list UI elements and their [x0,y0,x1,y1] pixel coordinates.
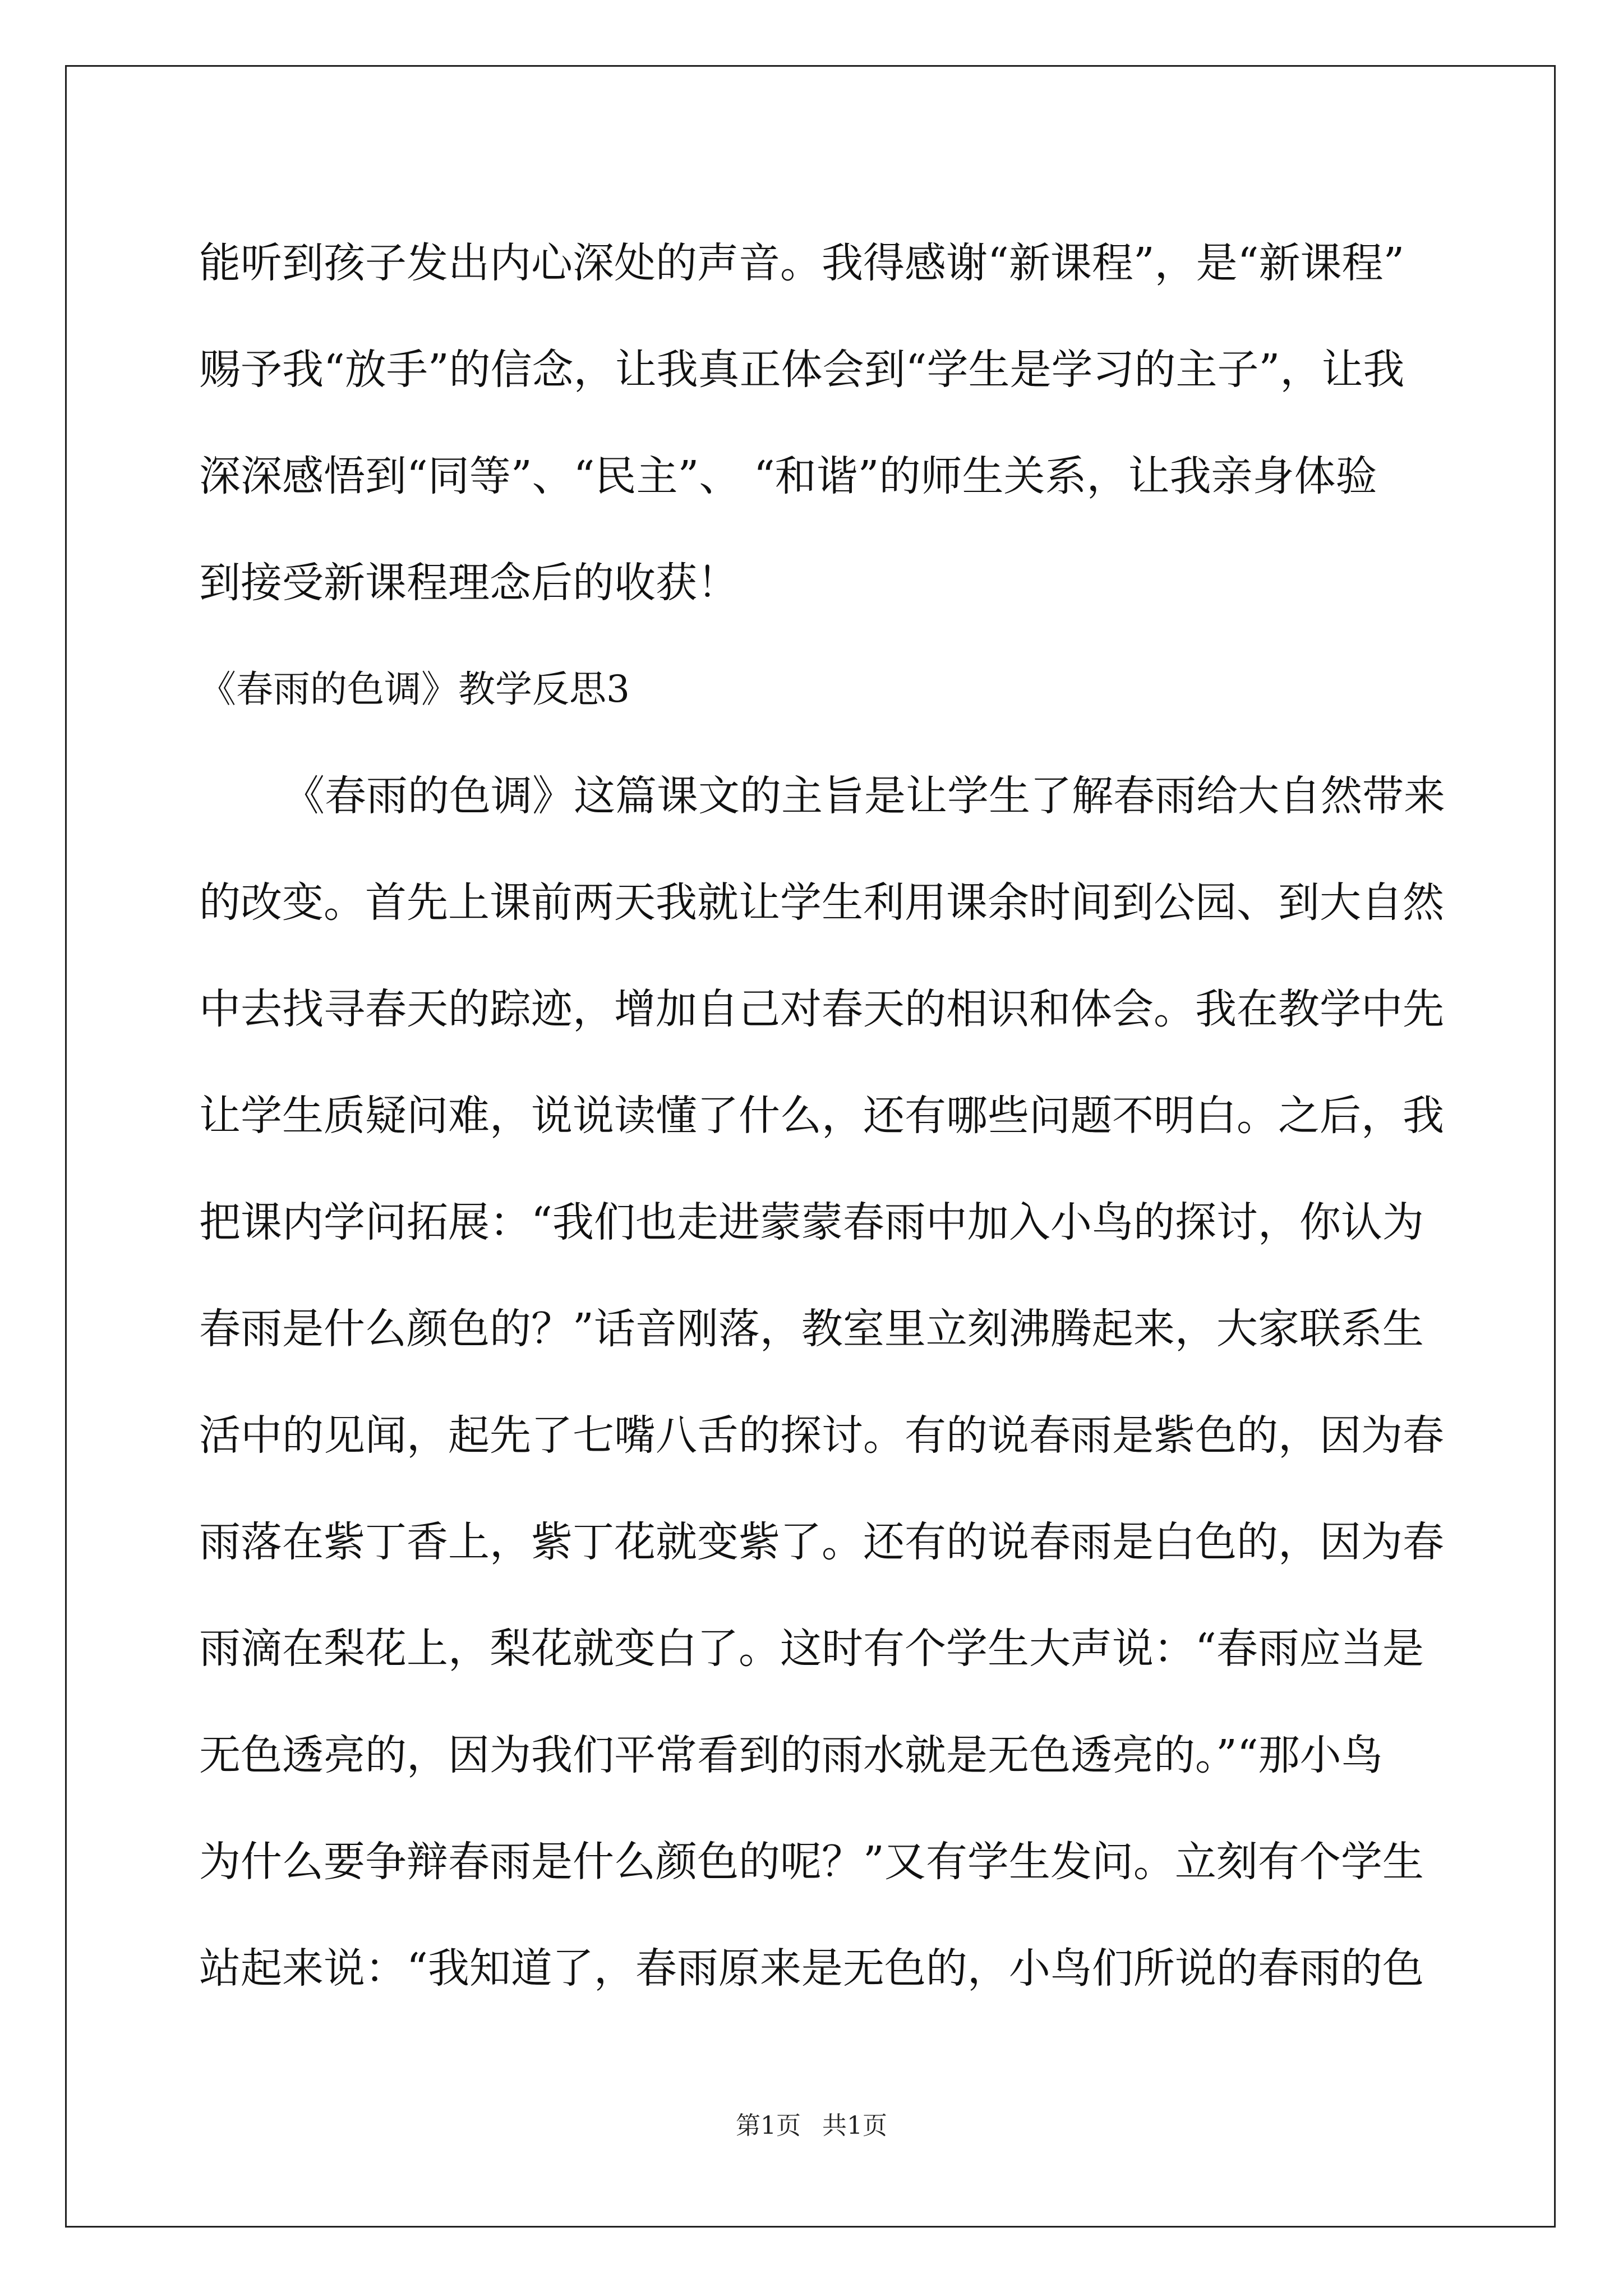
paragraph-line: 活中的见闻，起先了七嘴八舌的探讨。有的说春雨是紫色的，因为春 [199,1411,1444,1460]
section-title: 《春雨的色调》教学反思3 [199,668,630,711]
paragraph-line: 雨落在紫丁香上，紫丁花就变紫了。还有的说春雨是白色的，因为春 [199,1518,1444,1566]
paragraph-line: 春雨是什么颜色的？”话音刚落，教室里立刻沸腾起来，大家联系生 [199,1305,1424,1353]
paragraph-line: 站起来说：“我知道了，春雨原来是无色的，小鸟们所说的春雨的色 [199,1944,1424,1993]
paragraph-line: 雨滴在梨花上，梨花就变白了。这时有个学生大声说：“春雨应当是 [199,1625,1424,1673]
paragraph-line: 《春雨的色调》这篇课文的主旨是让学生了解春雨给大自然带来 [283,772,1445,820]
document-body [199,210,1445,2022]
paragraph-line: 把课内学问拓展：“我们也走进蒙蒙春雨中加入小鸟的探讨，你认为 [199,1198,1424,1246]
continuation-line: 深深感悟到“同等”、“民主”、 “和谐”的师生关系，让我亲身体验 [199,452,1377,500]
paragraph-line: 中去找寻春天的踪迹，增加自己对春天的相识和体会。我在教学中先 [199,985,1444,1033]
continuation-line: 到接受新课程理念后的收获！ [199,559,739,607]
page-number: 第1页 [736,2111,801,2140]
paragraph-line: 的改变。首先上课前两天我就让学生利用课余时间到公园、到大自然 [199,878,1444,927]
paragraph-line: 让学生质疑问难，说说读懂了什么，还有哪些问题不明白。之后，我 [199,1092,1444,1140]
paragraph-line: 无色透亮的，因为我们平常看到的雨水就是无色透亮的。”“那小鸟 [199,1731,1383,1779]
page-total: 共1页 [822,2111,887,2140]
continuation-line: 能听到孩子发出内心深处的声音。我得感谢“新课程”，是“新课程” [199,239,1405,287]
continuation-line: 赐予我“放手”的信念，让我真正体会到“学生是学习的主子”，让我 [199,346,1405,394]
paragraph-line: 为什么要争辩春雨是什么颜色的呢？”又有学生发问。立刻有个学生 [199,1838,1424,1886]
page-footer [0,2109,1623,2143]
